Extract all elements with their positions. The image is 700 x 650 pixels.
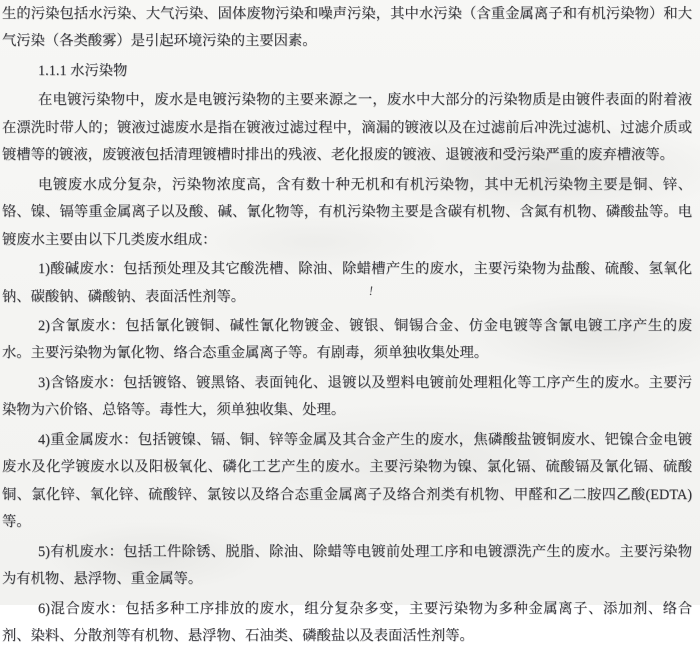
- paragraph-wastewater-sources: 在电镀污染物中，废水是电镀污染物的主要来源之一，废水中大部分的污染物质是由镀件表面的附着液在漂洗时带人的；镀液过滤废水是指在镀液过滤过程中，滴漏的镀液以及在过滤前后冲洗过滤机、过滤介质或镀槽等的镀液，废镀液包括清理镀槽时排出的残液、老化报废的镀液、退镀液和受污染严重的废弃槽液等。: [2, 92, 692, 164]
- paragraph-mixed-wastewater: 6)混合废水：包括多种工序排放的废水，组分复杂多变，主要污染物为多种金属离子、添加剂、络合剂、染料、分散剂等有机物、悬浮物、石油类、磷酸盐以及表面活性剂等。: [2, 600, 692, 644]
- paragraph-organic-wastewater: 5)有机废水：包括工件除锈、脱脂、除油、除蜡等电镀前处理工序和电镀漂洗产生的废水。主要污染物为有机物、悬浮物、重金属等。: [2, 543, 692, 588]
- paragraph-wastewater-composition: 电镀废水成分复杂，污染物浓度高，含有数十种无机和有机污染物，其中无机污染物主要是铜、锌、铬、镍、镉等重金属离子以及酸、碱、氰化物等，有机污染物主要是含碳有机物、含氮有机物、磷酸盐等。电镀废水主要由以下几类废水组成：: [2, 176, 692, 248]
- paragraph-heavy-metal-wastewater: 4)重金属废水：包括镀镍、镉、铜、锌等金属及其合金产生的废水，焦磷酸盐镀铜废水、钯镍合金电镀废水及化学镀废水以及阳极氧化、磷化工艺产生的废水。主要污染物为镍、氯化镉、硫酸镉及氰化镉、硫酸铜、氯化锌、氧化锌、硫酸锌、氯铵以及络合态重金属离子及络合剂类有机物、甲醛和乙二胺四乙酸(EDTA)等。: [2, 431, 692, 531]
- scan-artifact-mark: !: [368, 282, 375, 299]
- continuation-paragraph: 生的污染包括水污染、大气污染、固体废物污染和噪声污染，其中水污染（含重金属离子和有机污染物）和大气污染（各类酸雾）是引起环境污染的主要因素。: [2, 6, 692, 50]
- paragraph-acid-alkali-wastewater: 1)酸碱废水：包括预处理及其它酸洗槽、除油、除蜡槽产生的废水，主要污染物为盐酸、硫酸、氢氧化钠、碳酸钠、磷酸钠、表面活性剂等。: [2, 261, 692, 305]
- section-heading: 1.1.1 水污染物: [38, 62, 128, 79]
- paragraph-chromium-wastewater: 3)含铬废水：包括镀铬、镀黑铬、表面钝化、退镀以及塑料电镀前处理粗化等工序产生的废水。主要污染物为六价铬、总铬等。毒性大，须单独收集、处理。: [2, 374, 692, 419]
- paragraph-cyanide-wastewater: 2)含氰废水：包括氰化镀铜、碱性氰化物镀金、镀银、铜锡合金、仿金电镀等含氰电镀工序产生的废水。主要污染物为氰化物、络合态重金属离子等。有剧毒，须单独收集处理。: [2, 317, 692, 362]
